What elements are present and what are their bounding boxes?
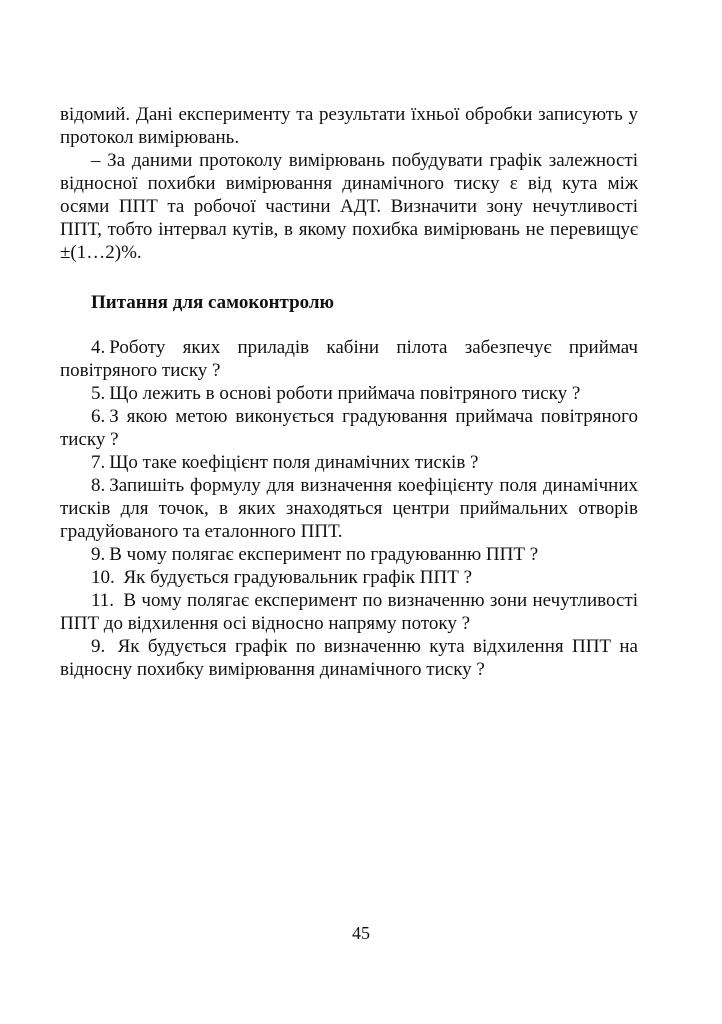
question-item (60, 543, 638, 566)
page-number: 45 (352, 923, 370, 943)
question-text: В чому полягає експеримент по градуюванню ППТ ? (109, 544, 539, 565)
question-number: 5. (91, 383, 106, 404)
question-item (60, 635, 638, 681)
continuation-paragraph: відомий. Дані експерименту та результати їхньої обробки записують у протокол вимірювань. (60, 104, 638, 148)
question-text: Як будується градуювальник графік ППТ ? (118, 567, 473, 588)
question-number: 4. (91, 337, 106, 358)
question-number: 8. (91, 475, 106, 496)
question-item (60, 566, 638, 589)
question-number: 7. (91, 452, 106, 473)
question-text: Роботу яких приладів кабіни пілота забезпечує приймач повітряного тиску ? (60, 337, 638, 381)
question-text: Запишіть формулу для визначення коефіцієнту поля динамічних тисків для точок, в яких знаходяться центри приймальних отворів градуйованого та еталонного ППТ. (60, 475, 638, 542)
question-text: Що лежить в основі роботи приймача повітряного тиску ? (109, 383, 581, 404)
question-text: В чому полягає експеримент по визначенню зони нечутливості ППТ до відхилення осі відносно напряму потоку ? (60, 590, 638, 634)
question-item (60, 474, 638, 543)
question-number: 9. (91, 544, 106, 565)
section-heading: Питання для самоконтролю (91, 292, 335, 313)
question-item (60, 405, 638, 451)
question-item (60, 336, 638, 382)
document-page (60, 103, 638, 681)
question-number: 9. (91, 636, 106, 657)
question-item (60, 589, 638, 635)
question-number: 11. (91, 590, 115, 611)
question-text: Як будується графік по визначенню кута відхилення ППТ на відносну похибку вимірювання динамічного тиску ? (60, 636, 638, 680)
questions-list (60, 336, 638, 681)
question-item (60, 451, 638, 474)
instruction-paragraph: – За даними протоколу вимірювань побудувати графік залежності відносної похибки вимірювання динамічного тиску ε від кута між осями ППТ та робочої частини АДТ. Визначити зону нечутливості ППТ, тобто інтервал кутів, в якому похибка вимірювань не перевищує ±(1…2)%. (60, 150, 638, 263)
question-text: З якою метою виконується градуювання приймача повітряного тиску ? (60, 406, 638, 450)
question-text: Що таке коефіцієнт поля динамічних тисків ? (109, 452, 479, 473)
question-number: 6. (91, 406, 106, 427)
question-number: 10. (91, 567, 115, 588)
question-item (60, 382, 638, 405)
